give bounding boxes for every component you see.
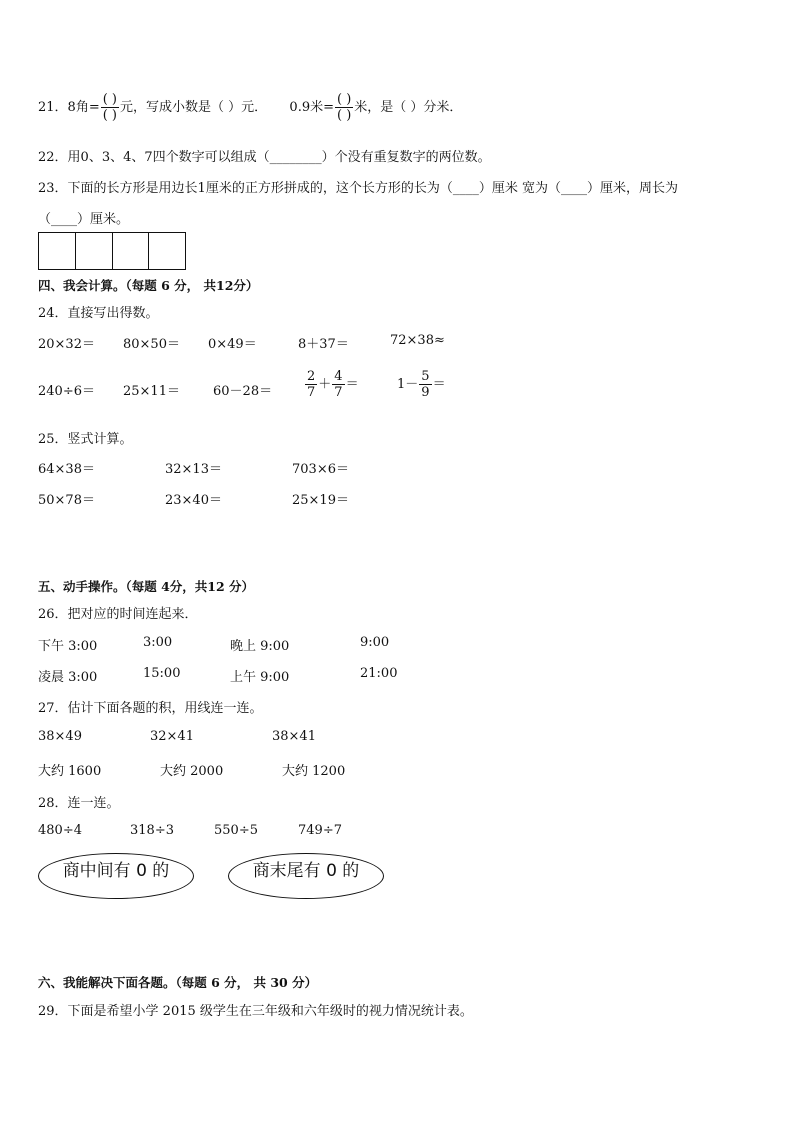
q27-item: 38×41 [272, 729, 316, 744]
q26-item: 3:00 [143, 635, 173, 650]
grid-square [149, 233, 185, 269]
grid-square [113, 233, 150, 269]
q24-item: 80×50＝ [123, 337, 180, 352]
fraction-4-7: $\frac{4}{7}$ [334, 369, 343, 400]
q24-fraction-expression-2 [397, 369, 446, 400]
q21-part-b: 元，写成小数是（ ）元． [120, 100, 268, 115]
q28-item: 749÷7 [298, 823, 342, 838]
equals-sign: ＝ [345, 377, 359, 392]
question-23-line1: 23．下面的长方形是用边长1厘米的正方形拼成的，这个长方形的长为（____）厘米 宽为（____）厘米，周长为 [38, 181, 678, 196]
q28-item: 318÷3 [130, 823, 174, 838]
q26-item: 15:00 [143, 666, 181, 681]
question-22: 22．用0、3、4、7四个数字可以组成（________）个没有重复数字的两位数。 [38, 150, 491, 165]
q21-part-c: 0.9米= [289, 100, 334, 115]
q21-fraction-blank-2: $\frac{( )}{( )}$ [337, 92, 352, 123]
fraction-2-7: $\frac{2}{7}$ [307, 369, 316, 400]
q24-item: 8＋37＝ [298, 337, 349, 352]
question-29: 29．下面是希望小学 2015 级学生在三年级和六年级时的视力情况统计表。 [38, 1004, 473, 1019]
question-24-title: 24．直接写出得数。 [38, 306, 159, 321]
q24-item: 25×11＝ [123, 384, 180, 399]
q26-item: 晚上 9:00 [230, 639, 290, 654]
q27-item: 32×41 [150, 729, 194, 744]
q27-item: 大约 1600 [38, 764, 102, 779]
q25-item: 64×38＝ [38, 462, 95, 477]
question-27-title: 27．估计下面各题的积，用线连一连。 [38, 701, 263, 716]
q27-item: 大约 1200 [282, 764, 346, 779]
q24-fraction-expression [304, 369, 359, 400]
q26-item: 9:00 [360, 635, 390, 650]
grid-square [39, 233, 76, 269]
ellipse-label: 商末尾有 0 的 [252, 861, 360, 881]
q24-item: 20×32＝ [38, 337, 95, 352]
ellipse-label: 商中间有 0 的 [62, 861, 170, 881]
q28-item: 550÷5 [214, 823, 258, 838]
question-26-title: 26．把对应的时间连起来． [38, 607, 198, 622]
q25-item: 23×40＝ [165, 493, 222, 508]
section-6-heading: 六、我能解决下面各题。（每题 6 分， 共 30 分） [38, 975, 318, 990]
q24-item: 240÷6＝ [38, 384, 95, 399]
q26-item: 下午 3:00 [38, 639, 98, 654]
q26-item: 凌晨 3:00 [38, 670, 98, 685]
q25-item: 703×6＝ [292, 462, 349, 477]
ellipse-quotient-middle-zero [38, 853, 194, 899]
q21-part-a: 21．8角= [38, 100, 100, 115]
q25-item: 25×19＝ [292, 493, 349, 508]
section-5-heading: 五、动手操作。（每题 4分，共12 分） [38, 579, 255, 594]
q27-item: 38×49 [38, 729, 82, 744]
q21-part-d: 米，是（ ）分米． [354, 100, 463, 115]
grid-square [76, 233, 113, 269]
question-21 [38, 92, 462, 123]
q24-item: 0×49＝ [208, 337, 257, 352]
plus-sign: ＋ [318, 377, 332, 392]
ellipse-quotient-end-zero [228, 853, 384, 899]
q24-item: 60－28＝ [213, 384, 273, 399]
fraction-5-9: $\frac{5}{9}$ [421, 369, 430, 400]
question-28-title: 28．连一连。 [38, 796, 120, 811]
q21-fraction-blank: $\frac{( )}{( )}$ [102, 92, 117, 123]
q25-item: 32×13＝ [165, 462, 222, 477]
q25-item: 50×78＝ [38, 493, 95, 508]
one-minus: 1－ [397, 377, 419, 392]
section-4-heading: 四、我会计算。（每题 6 分， 共12分） [38, 278, 259, 293]
q26-item: 21:00 [360, 666, 398, 681]
q26-item: 上午 9:00 [230, 670, 290, 685]
rectangle-grid-figure [38, 232, 186, 270]
equals-sign: ＝ [432, 377, 446, 392]
q24-item: 72×38≈ [390, 333, 445, 348]
q27-item: 大约 2000 [160, 764, 224, 779]
question-25-title: 25．竖式计算。 [38, 432, 133, 447]
q28-item: 480÷4 [38, 823, 82, 838]
question-23-line2: （____）厘米。 [38, 212, 130, 227]
